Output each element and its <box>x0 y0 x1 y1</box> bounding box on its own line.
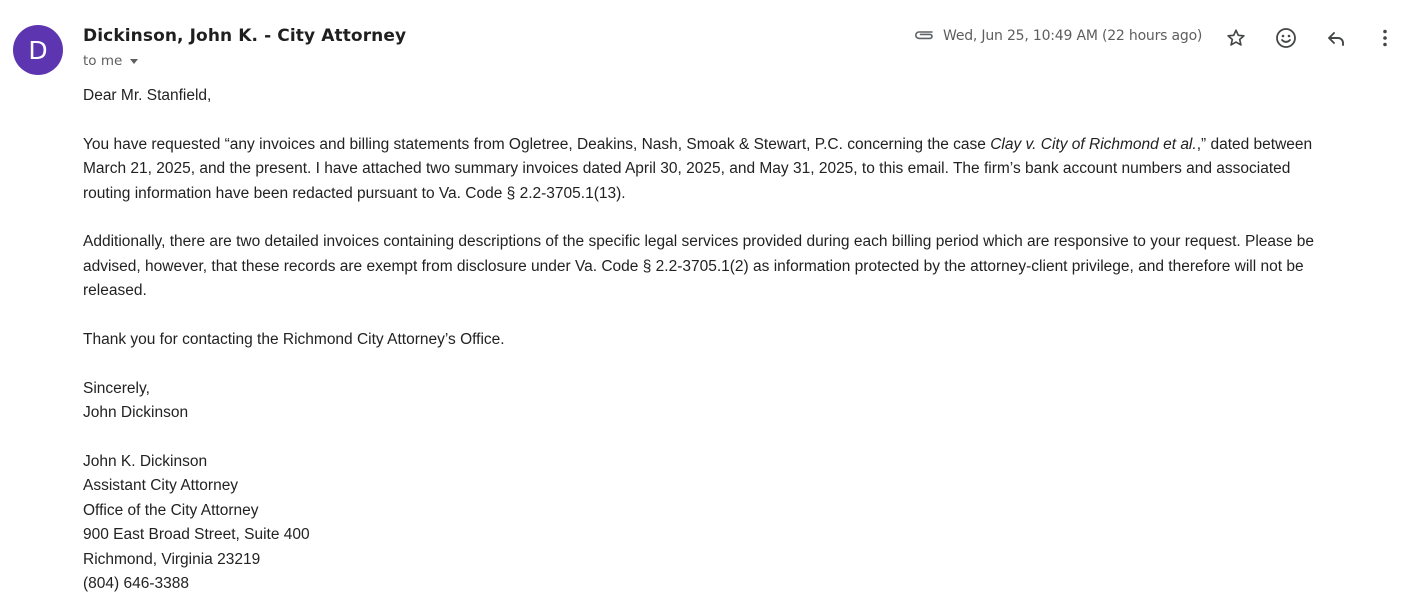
paragraph-line: Additionally, there are two detailed invoices containing descriptions of the specific legal services provided during each billing period which are responsive to your request. Please be <box>83 233 1314 251</box>
closing: Sincerely, <box>83 379 150 397</box>
avatar[interactable] <box>13 25 63 75</box>
star-button[interactable] <box>1221 23 1251 53</box>
thanks-line: Thank you for contacting the Richmond City Attorney’s Office. <box>83 331 505 349</box>
text-run: ,” dated between <box>1196 135 1313 153</box>
emoji-icon <box>1274 26 1298 50</box>
add-reaction-button[interactable] <box>1271 23 1301 53</box>
signed-name: John Dickinson <box>83 404 189 422</box>
paragraph-line <box>83 133 1393 157</box>
attachment-icon <box>912 27 936 45</box>
reply-button[interactable] <box>1321 23 1351 53</box>
email-body <box>83 84 1393 596</box>
sender-name[interactable]: Dickinson, John K. - City Attorney <box>83 26 407 46</box>
signature-street: 900 East Broad Street, Suite 400 <box>83 526 310 544</box>
signature-phone: (804) 646-3388 <box>83 575 189 593</box>
greeting: Dear Mr. Stanfield, <box>83 87 212 104</box>
signature-city: Richmond, Virginia 23219 <box>83 550 261 568</box>
signature-name: John K. Dickinson <box>83 453 208 471</box>
signature-title: Assistant City Attorney <box>83 477 239 495</box>
paragraph-line: March 21, 2025, and the present. I have attached two summary invoices dated April 30, 2025, and May 31, 2025, to this email. The firm’s bank account numbers and associated <box>83 160 1291 178</box>
message-datetime: Wed, Jun 25, 10:49 AM (22 hours ago) <box>943 28 1203 44</box>
star-icon <box>1225 27 1247 49</box>
paragraph-line: advised, however, that these records are exempt from disclosure under Va. Code § 2.2-3705.1(2) as information protected by the attorney-client privilege, and therefore will not be <box>83 257 1304 275</box>
paragraph-exemption <box>83 230 1393 303</box>
reply-icon <box>1324 26 1348 50</box>
text-run: You have requested “any invoices and billing statements from Ogletree, Deakins, Nash, Smoak & Stewart, P.C. concerning the case <box>83 135 991 153</box>
more-vert-icon <box>1373 26 1397 50</box>
caret-down-icon <box>130 59 138 64</box>
avatar-letter: D <box>28 35 48 65</box>
signature-office: Office of the City Attorney <box>83 501 259 519</box>
case-name: Clay v. City of Richmond et al. <box>990 135 1197 153</box>
recipient-details-toggle[interactable] <box>83 53 138 69</box>
paragraph-request <box>83 133 1393 206</box>
recipient-label: to me <box>83 53 123 69</box>
more-options-button[interactable] <box>1370 23 1400 53</box>
paragraph-line: released. <box>83 282 147 300</box>
signature-block <box>83 450 1393 596</box>
paragraph-line: routing information have been redacted pursuant to Va. Code § 2.2-3705.1(13). <box>83 184 626 202</box>
